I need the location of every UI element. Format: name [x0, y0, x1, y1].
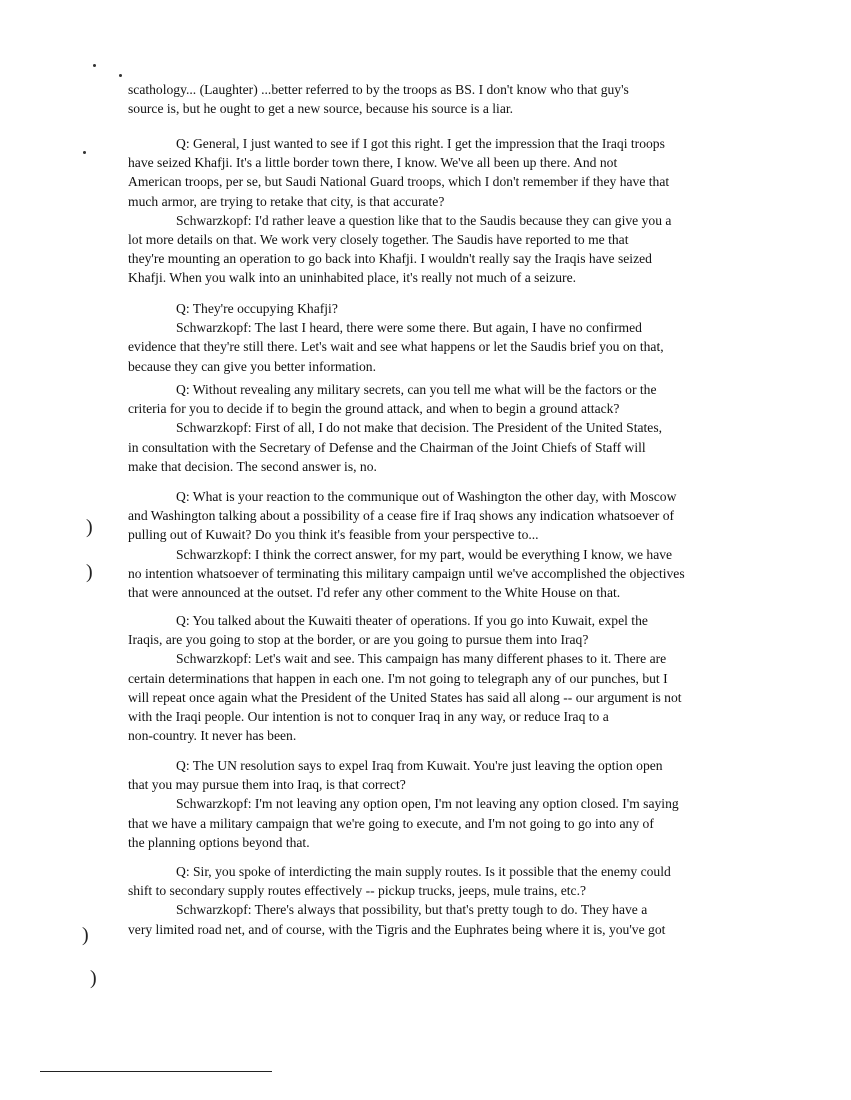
answer-line: Schwarzkopf: I'd rather leave a question like that to the Saudis because they can give you a: [176, 212, 672, 228]
text-line: source is, but he ought to get a new source, because his source is a liar.: [128, 101, 514, 117]
margin-mark: ): [82, 924, 89, 946]
question-line: Q: Sir, you spoke of interdicting the main supply routes. Is it possible that the enemy could: [176, 864, 671, 879]
answer-line: Schwarzkopf: The last I heard, there were some there. But again, I have no confirmed: [176, 320, 642, 336]
qa-block-khafji-occupying: [128, 299, 818, 376]
margin-mark: ): [90, 967, 97, 989]
qa-block-supply-routes: [128, 862, 818, 939]
paragraph-continuation: [128, 80, 818, 118]
scan-speck: [93, 64, 96, 67]
question-line: Q: The UN resolution says to expel Iraq from Kuwait. You're just leaving the option open: [176, 758, 663, 773]
qa-block-ground-attack: [128, 380, 818, 476]
qa-block-khafji-seized: [128, 134, 818, 288]
margin-mark: ): [86, 516, 93, 538]
text-line: that you may pursue them into Iraq, is that correct?: [128, 777, 406, 793]
answer-line: Schwarzkopf: There's always that possibility, but that's pretty tough to do. They have a: [176, 902, 648, 918]
text-line: much armor, are trying to retake that city, is that accurate?: [128, 193, 445, 209]
text-line: shift to secondary supply routes effectively -- pickup trucks, jeeps, mule trains, etc.?: [128, 883, 587, 899]
question-line: Q: They're occupying Khafji?: [176, 301, 338, 316]
scan-speck: [83, 151, 86, 154]
qa-block-cease-fire: [128, 487, 818, 602]
text-line: very limited road net, and of course, with the Tigris and the Euphrates being where it is, you've got: [128, 921, 666, 937]
text-line: because they can give you better information.: [128, 358, 376, 374]
scan-speck: [119, 74, 122, 77]
text-line: criteria for you to decide if to begin the ground attack, and when to begin a ground attack?: [128, 401, 620, 417]
text-line: in consultation with the Secretary of Defense and the Chairman of the Joint Chiefs of Staff will: [128, 439, 646, 455]
text-line: no intention whatsoever of terminating this military campaign until we've accomplished the objectives: [128, 565, 685, 581]
text-line: Iraqis, are you going to stop at the border, or are you going to pursue them into Iraq?: [128, 632, 589, 648]
text-line: make that decision. The second answer is, no.: [128, 458, 377, 474]
qa-block-un-resolution: [128, 756, 818, 852]
text-line: will repeat once again what the President of the United States has said all along -- our argument is not: [128, 689, 682, 705]
question-line: Q: Without revealing any military secrets, can you tell me what will be the factors or the: [176, 382, 657, 397]
text-line: with the Iraqi people. Our intention is not to conquer Iraq in any way, or reduce Iraq to a: [128, 709, 609, 725]
qa-block-kuwaiti-theater: [128, 611, 818, 745]
footnote-rule: [40, 1071, 272, 1072]
question-line: Q: You talked about the Kuwaiti theater of operations. If you go into Kuwait, expel the: [176, 613, 648, 628]
text-line: American troops, per se, but Saudi National Guard troops, which I don't remember if they have that: [128, 174, 670, 190]
text-line: evidence that they're still there. Let's wait and see what happens or let the Saudis brief you on that,: [128, 339, 664, 355]
text-line: certain determinations that happen in each one. I'm not going to telegraph any of our punches, but I: [128, 670, 668, 686]
text-line: lot more details on that. We work very closely together. The Saudis have reported to me that: [128, 232, 629, 248]
answer-line: Schwarzkopf: First of all, I do not make that decision. The President of the United States,: [176, 420, 663, 436]
text-line: the planning options beyond that.: [128, 834, 310, 850]
text-line: that we have a military campaign that we're going to execute, and I'm not going to go into any of: [128, 815, 654, 831]
answer-line: Schwarzkopf: I think the correct answer, for my part, would be everything I know, we have: [176, 546, 673, 562]
text-line: have seized Khafji. It's a little border town there, I know. We've all been up there. And not: [128, 155, 618, 171]
text-line: that were announced at the outset. I'd refer any other comment to the White House on that.: [128, 585, 621, 601]
text-line: non-country. It never has been.: [128, 728, 297, 744]
margin-mark: ): [86, 561, 93, 583]
question-line: Q: General, I just wanted to see if I got this right. I get the impression that the Iraqi troops: [176, 136, 665, 151]
question-line: Q: What is your reaction to the communique out of Washington the other day, with Moscow: [176, 489, 677, 504]
text-line: pulling out of Kuwait? Do you think it's feasible from your perspective to...: [128, 527, 539, 543]
text-line: Khafji. When you walk into an uninhabited place, it's really not much of a seizure.: [128, 270, 577, 286]
text-line: and Washington talking about a possibility of a cease fire if Iraq shows any indication whatsoever of: [128, 508, 675, 524]
text-line: scathology... (Laughter) ...better referred to by the troops as BS. I don't know who that guy's: [128, 82, 629, 97]
answer-line: Schwarzkopf: Let's wait and see. This campaign has many different phases to it. There are: [176, 651, 667, 667]
answer-line: Schwarzkopf: I'm not leaving any option open, I'm not leaving any option closed. I'm saying: [176, 796, 679, 812]
text-line: they're mounting an operation to go back into Khafji. I wouldn't really say the Iraqis have seized: [128, 251, 652, 267]
